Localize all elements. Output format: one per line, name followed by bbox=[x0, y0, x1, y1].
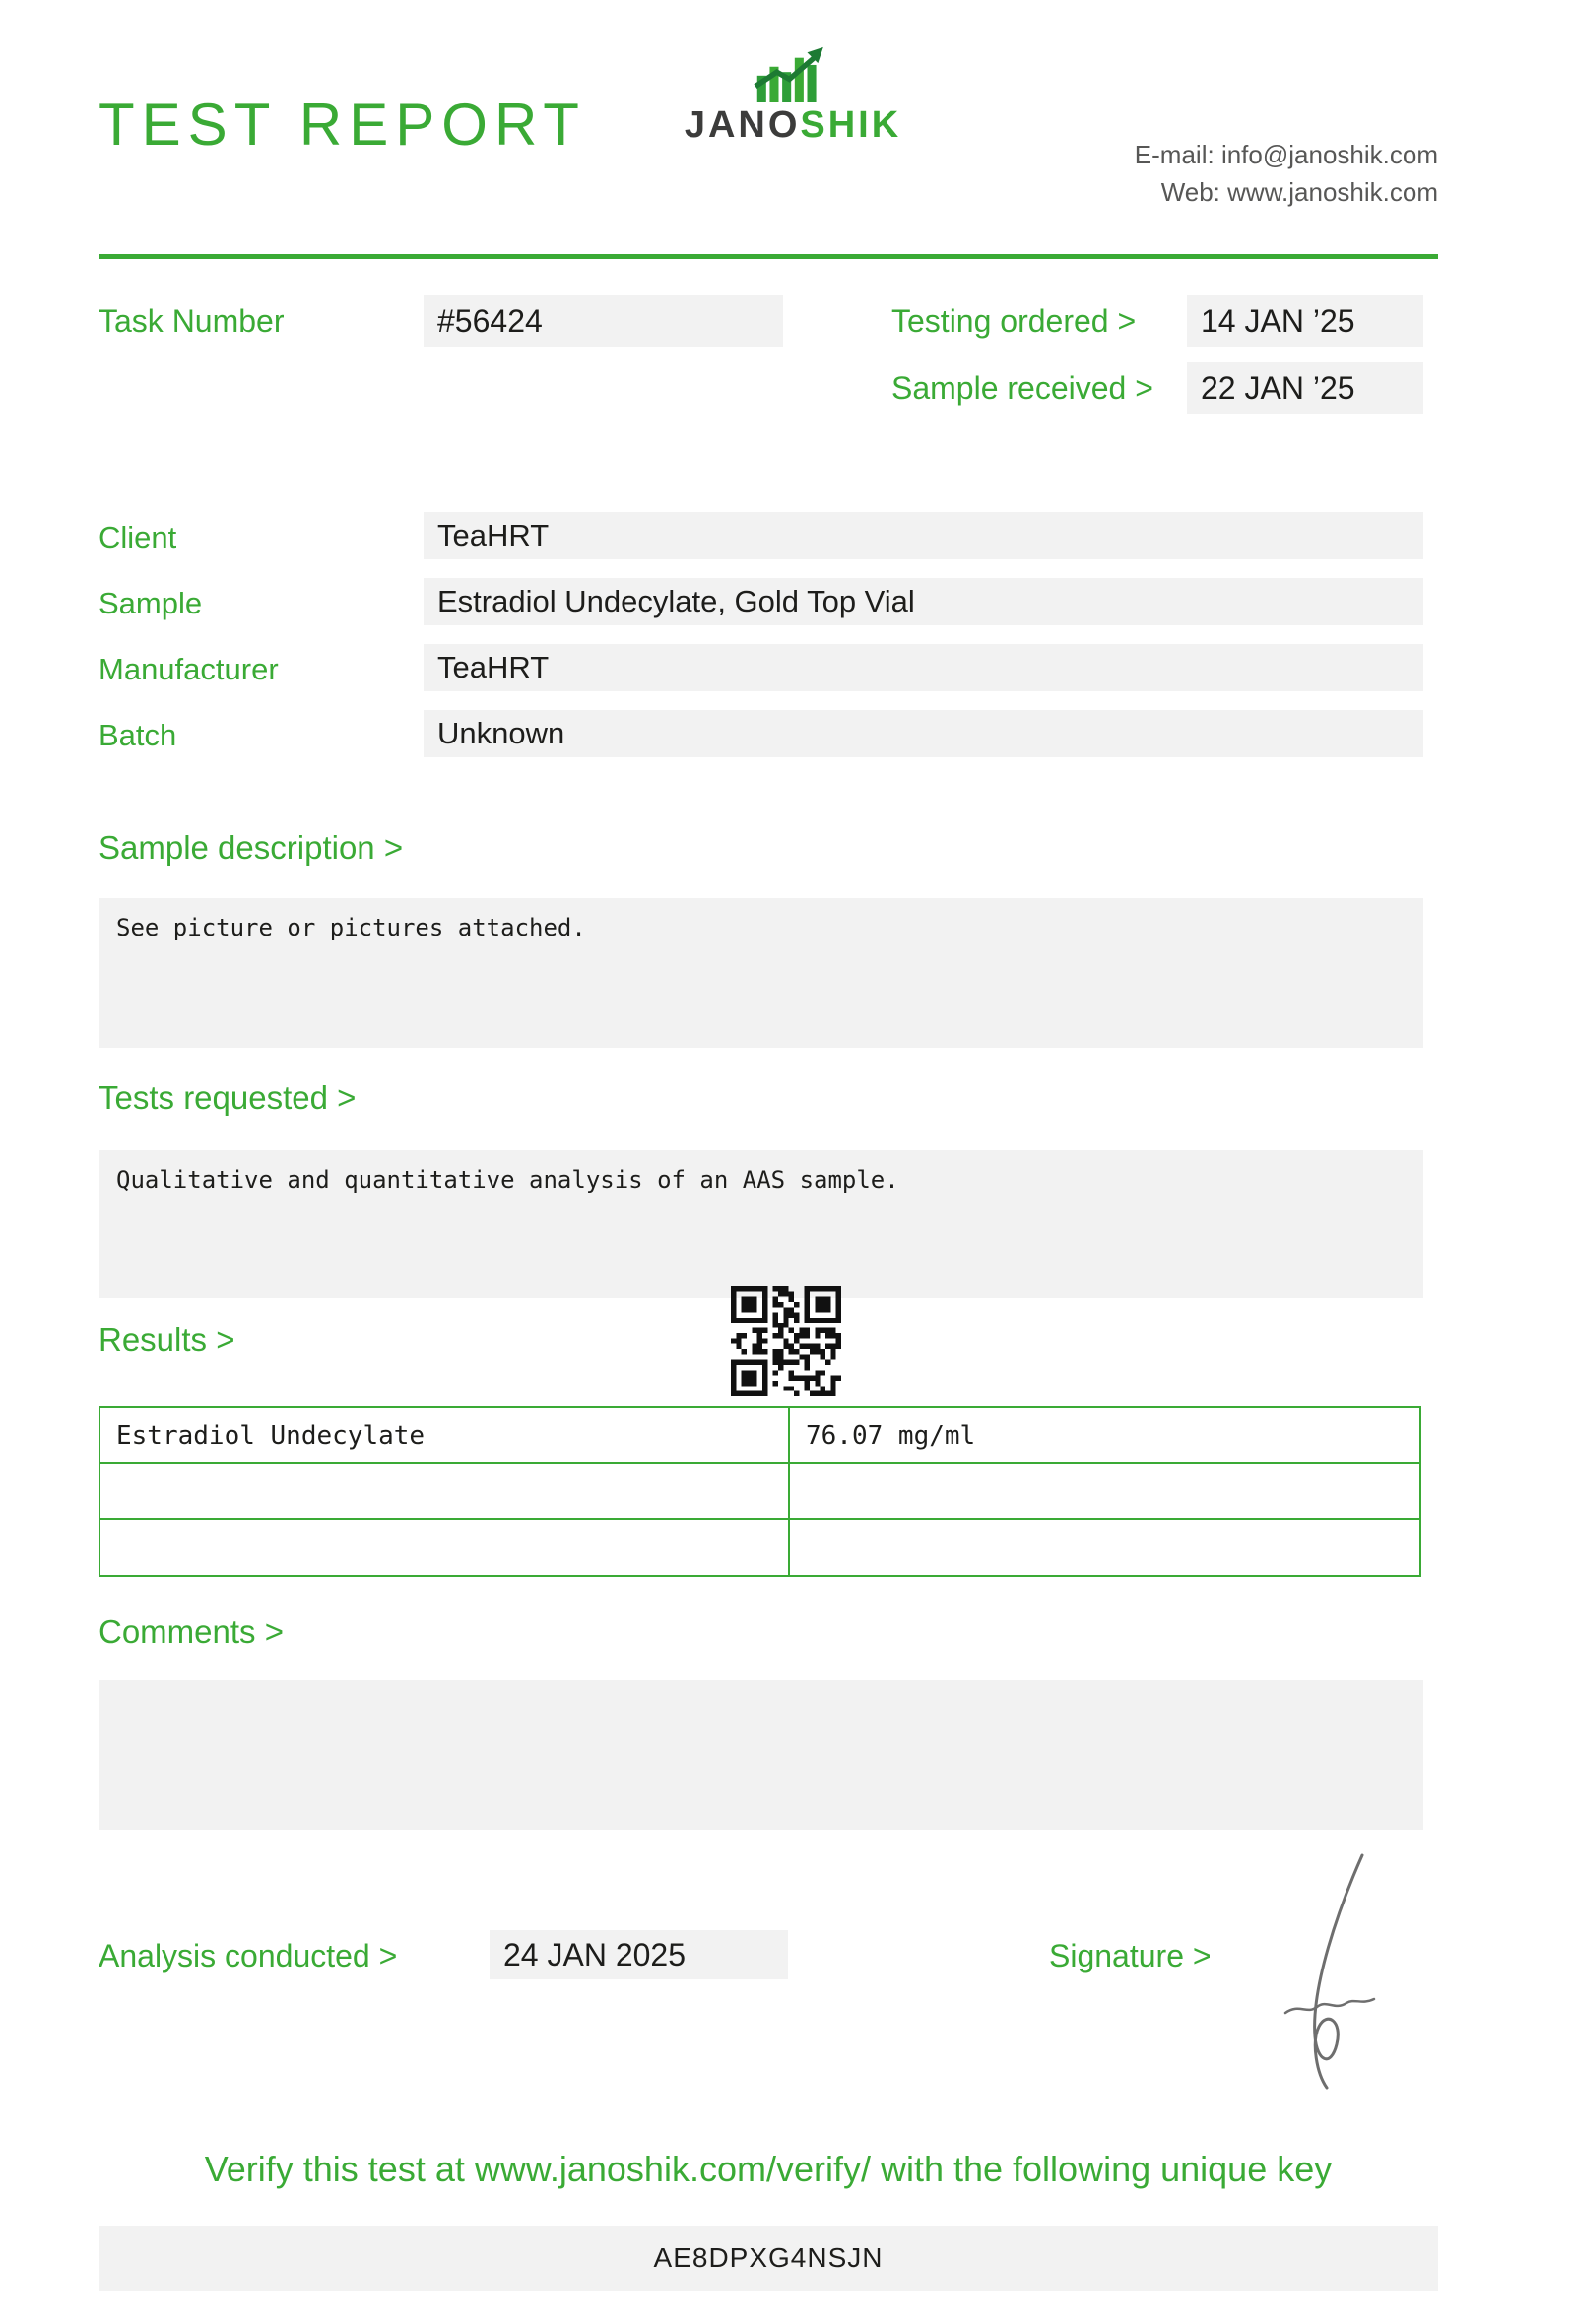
testing-ordered-value: 14 JAN ’25 bbox=[1187, 295, 1423, 347]
tests-requested-box: Qualitative and quantitative analysis of an AAS sample. bbox=[98, 1150, 1423, 1298]
signature-image bbox=[1256, 1849, 1413, 2091]
qr-code bbox=[731, 1286, 841, 1396]
detail-row-client bbox=[0, 512, 1576, 561]
sample-description-heading: Sample description > bbox=[98, 829, 404, 866]
task-number-label: Task Number bbox=[98, 303, 285, 339]
result-substance: Estradiol Undecylate bbox=[99, 1407, 789, 1463]
detail-row-sample bbox=[0, 578, 1576, 627]
result-substance bbox=[99, 1463, 789, 1519]
batch-label: Batch bbox=[98, 718, 177, 752]
email-value: info@janoshik.com bbox=[1220, 140, 1438, 169]
logo-word-shik: SHIK bbox=[800, 104, 902, 146]
unique-key-value: AE8DPXG4NSJN bbox=[98, 2226, 1438, 2291]
comments-box bbox=[98, 1680, 1423, 1830]
logo-chart-icon bbox=[748, 45, 838, 102]
analysis-date-value: 24 JAN 2025 bbox=[490, 1930, 788, 1979]
web-label: Web: bbox=[1160, 177, 1220, 207]
testing-ordered-label: Testing ordered > bbox=[891, 303, 1137, 339]
report-title: TEST REPORT bbox=[98, 92, 586, 158]
manufacturer-value: TeaHRT bbox=[424, 644, 1423, 691]
analysis-conducted-label: Analysis conducted > bbox=[98, 1938, 398, 1973]
sample-value: Estradiol Undecylate, Gold Top Vial bbox=[424, 578, 1423, 625]
results-table-row bbox=[99, 1407, 1420, 1463]
green-divider bbox=[98, 254, 1438, 259]
detail-row-manufacturer bbox=[0, 644, 1576, 693]
sample-received-label: Sample received > bbox=[891, 370, 1153, 406]
client-value: TeaHRT bbox=[424, 512, 1423, 559]
contact-info bbox=[1135, 136, 1438, 211]
manufacturer-label: Manufacturer bbox=[98, 652, 279, 686]
sample-label: Sample bbox=[98, 586, 203, 620]
sample-received-value: 22 JAN ’25 bbox=[1187, 362, 1423, 414]
sample-description-box: See picture or pictures attached. bbox=[98, 898, 1423, 1048]
detail-row-batch bbox=[0, 710, 1576, 759]
results-table-row bbox=[99, 1463, 1420, 1519]
contact-email-line bbox=[1135, 136, 1438, 173]
janoshik-logo bbox=[678, 45, 908, 147]
tests-requested-heading: Tests requested > bbox=[98, 1079, 357, 1116]
contact-web-line bbox=[1135, 173, 1438, 211]
web-value: www.janoshik.com bbox=[1227, 177, 1438, 207]
batch-value: Unknown bbox=[424, 710, 1423, 757]
verify-instruction: Verify this test at www.janoshik.com/verify/ with the following unique key bbox=[204, 2149, 1333, 2189]
signature-label: Signature > bbox=[1049, 1938, 1212, 1973]
logo-wordmark bbox=[678, 104, 908, 147]
results-table-row bbox=[99, 1519, 1420, 1576]
result-value bbox=[789, 1463, 1420, 1519]
result-value bbox=[789, 1519, 1420, 1576]
client-label: Client bbox=[98, 520, 177, 554]
logo-word-jano: JANO bbox=[684, 104, 801, 146]
email-label: E-mail: bbox=[1134, 140, 1215, 169]
results-heading: Results > bbox=[98, 1322, 235, 1358]
result-value: 76.07 mg/ml bbox=[789, 1407, 1420, 1463]
result-substance bbox=[99, 1519, 789, 1576]
task-number-value: #56424 bbox=[424, 295, 783, 347]
results-table bbox=[98, 1406, 1421, 1577]
comments-heading: Comments > bbox=[98, 1613, 284, 1649]
